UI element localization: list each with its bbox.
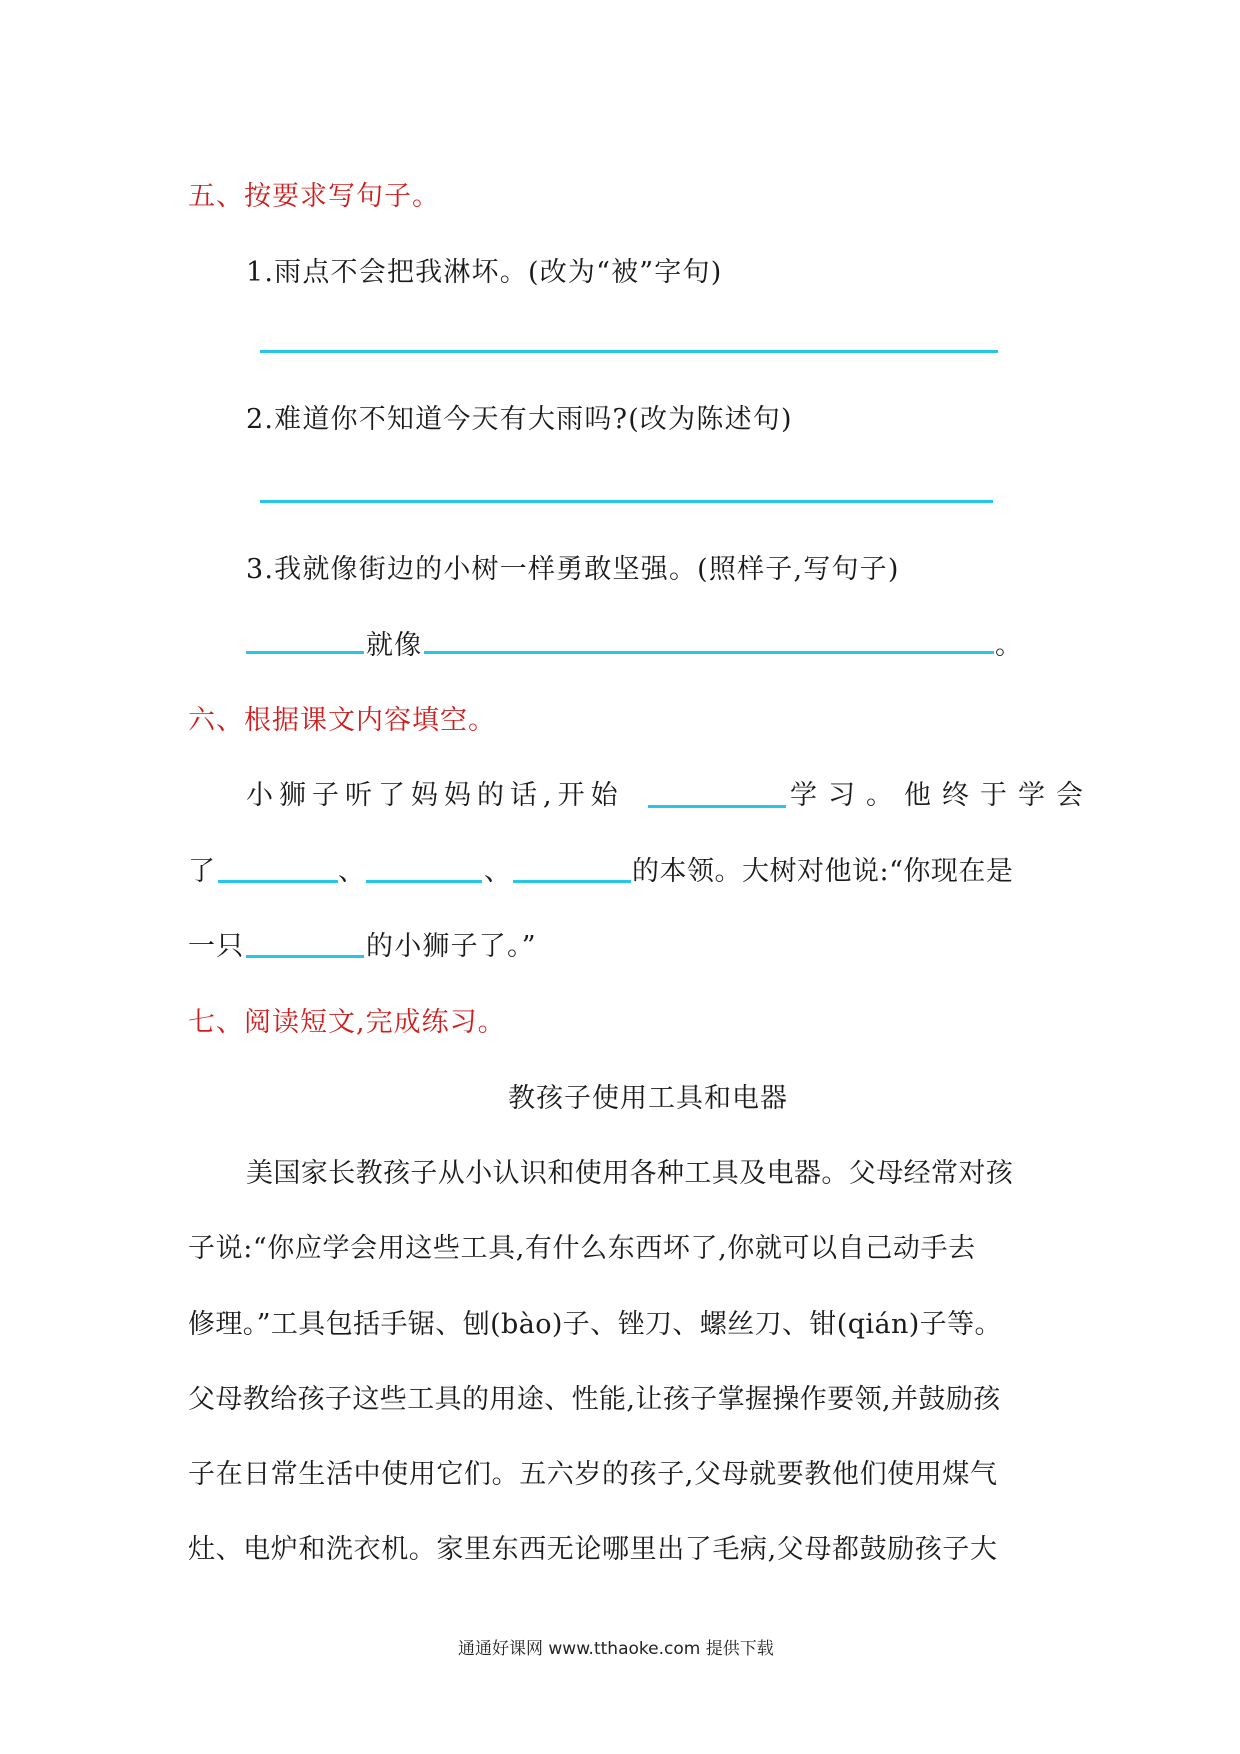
- fill-blank-1[interactable]: [648, 805, 786, 808]
- fill-line-2-b: 的本领。大树对他说:“你现在是: [632, 856, 1014, 887]
- article-line: 父母教给孩子这些工具的用途、性能,让孩子掌握操作要领,并鼓励孩: [188, 1384, 1001, 1415]
- article-line: 修理。”工具包括手锯、刨(bào)子、锉刀、螺丝刀、钳(qián)子等。: [188, 1309, 1002, 1340]
- fill-blank-3[interactable]: [366, 880, 482, 883]
- question-2: 2.难道你不知道今天有大雨吗?(改为陈述句): [246, 404, 793, 435]
- answer-line-2[interactable]: [260, 500, 993, 503]
- article-line: 子在日常生活中使用它们。五六岁的孩子,父母就要教他们使用煤气: [188, 1459, 998, 1490]
- fill-line-3-a: 一只: [188, 931, 245, 962]
- article-line: 子说:“你应学会用这些工具,有什么东西坏了,你就可以自己动手去: [188, 1233, 976, 1264]
- question-3: 3.我就像街边的小树一样勇敢坚强。(照样子,写句子): [246, 554, 900, 585]
- fill-line-1-b: 学习。他终于学会: [790, 780, 1094, 811]
- question-1: 1.雨点不会把我淋坏。(改为“被”字句): [246, 257, 723, 288]
- fill-blank-4[interactable]: [513, 880, 631, 883]
- answer-blank-3a[interactable]: [246, 651, 364, 654]
- fill-blank-2[interactable]: [218, 880, 338, 883]
- fill-line-3-b: 的小狮子了。”: [366, 931, 537, 962]
- article-title: 教孩子使用工具和电器: [508, 1083, 788, 1114]
- article-line: 灶、电炉和洗衣机。家里东西无论哪里出了毛病,父母都鼓励孩子大: [188, 1534, 998, 1565]
- section-seven-heading: 七、阅读短文,完成练习。: [188, 1007, 506, 1038]
- section-five-heading: 五、按要求写句子。: [188, 181, 440, 212]
- page-footer: 通通好课网 www.tthaoke.com 提供下载: [458, 1639, 774, 1659]
- fill-sep-1: 、: [338, 856, 367, 887]
- template-jiuxiang: 就像: [366, 630, 423, 661]
- answer-line-1[interactable]: [260, 350, 998, 353]
- template-period: 。: [995, 630, 1024, 661]
- fill-blank-5[interactable]: [246, 955, 364, 958]
- section-six-heading: 六、根据课文内容填空。: [188, 705, 496, 736]
- fill-line-1-a: 小狮子听了妈妈的话,开始: [246, 780, 624, 811]
- answer-blank-3b[interactable]: [424, 651, 994, 654]
- fill-line-2-a: 了: [188, 856, 217, 887]
- article-line: 美国家长教孩子从小认识和使用各种工具及电器。父母经常对孩: [246, 1158, 1014, 1189]
- fill-sep-2: 、: [484, 856, 513, 887]
